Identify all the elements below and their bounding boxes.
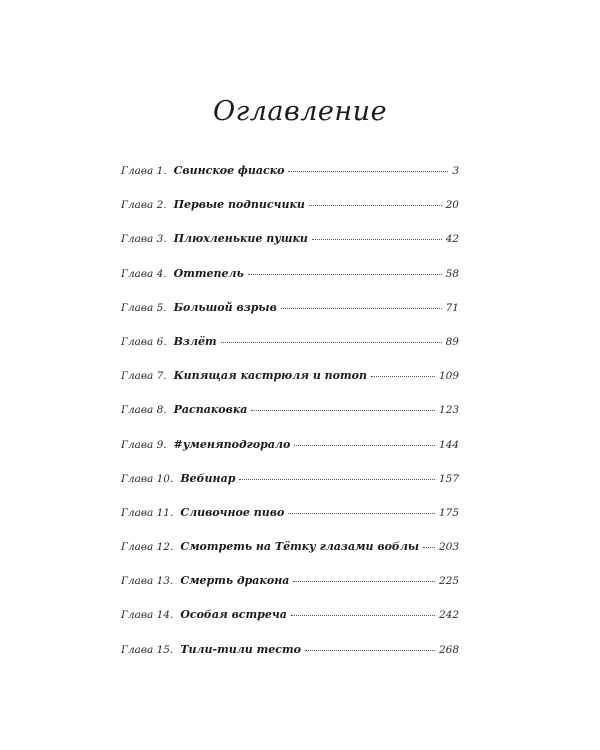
toc-entry	[121, 164, 459, 198]
chapter-title: Смерть дракона	[180, 574, 290, 588]
table-of-contents	[121, 164, 459, 677]
page-number: 157	[438, 472, 459, 485]
chapter-title: Большой взрыв	[173, 300, 277, 314]
chapter-number: Глава 12.	[121, 541, 174, 554]
chapter-number: Глава 13.	[121, 575, 174, 588]
page-number: 144	[438, 438, 459, 451]
dot-leader	[239, 479, 435, 480]
page-number: 203	[438, 541, 459, 554]
dot-leader	[281, 308, 442, 309]
toc-entry	[121, 403, 459, 437]
dot-leader	[312, 239, 442, 240]
chapter-title: Взлёт	[173, 334, 217, 348]
page-number: 123	[438, 404, 459, 417]
page-number: 109	[438, 370, 459, 383]
dot-leader	[251, 410, 435, 411]
page-number: 242	[438, 609, 459, 622]
chapter-number: Глава 7.	[121, 370, 167, 383]
chapter-title: #уменяподгорало	[173, 437, 291, 451]
chapter-number: Глава 3.	[121, 233, 167, 246]
dot-leader	[293, 581, 435, 582]
toc-entry	[121, 301, 459, 335]
chapter-title: Свинское фиаско	[173, 164, 285, 177]
chapter-title: Плюхленькие пушки	[173, 232, 308, 246]
dot-leader	[371, 376, 435, 377]
dot-leader	[294, 445, 435, 446]
dot-leader	[288, 513, 435, 514]
chapter-title: Сливочное пиво	[180, 505, 285, 519]
chapter-title: Смотреть на Тётку глазами воблы	[180, 540, 420, 554]
toc-entry	[121, 369, 459, 403]
dot-leader	[248, 274, 442, 275]
chapter-title: Оттепель	[173, 266, 244, 280]
chapter-number: Глава 10.	[121, 472, 174, 485]
page-number: 225	[438, 575, 459, 588]
chapter-number: Глава 4.	[121, 267, 167, 280]
chapter-title: Распаковка	[173, 403, 248, 417]
chapter-title: Кипящая кастрюля и потоп	[173, 369, 367, 383]
chapter-number: Глава 6.	[121, 335, 167, 348]
page-number: 20	[445, 199, 459, 212]
chapter-number: Глава 15.	[121, 643, 174, 656]
toc-entry	[121, 335, 459, 369]
chapter-number: Глава 11.	[121, 506, 174, 519]
toc-entry	[121, 232, 459, 266]
toc-entry	[121, 438, 459, 472]
chapter-number: Глава 1.	[121, 165, 167, 177]
toc-entry	[121, 267, 459, 301]
page-number: 175	[438, 506, 459, 519]
dot-leader	[291, 615, 435, 616]
chapter-title: Особая встреча	[180, 608, 287, 622]
chapter-title: Первые подписчики	[173, 198, 305, 212]
toc-entry	[121, 506, 459, 540]
toc-entry	[121, 643, 459, 677]
dot-leader	[309, 205, 442, 206]
dot-leader	[221, 342, 442, 343]
chapter-title: Вебинар	[180, 471, 236, 485]
page-number: 89	[445, 335, 459, 348]
page-title: Оглавление	[212, 96, 388, 127]
dot-leader	[305, 650, 435, 651]
toc-entry	[121, 540, 459, 574]
page-number: 42	[445, 233, 459, 246]
chapter-title: Тили-тили тесто	[180, 642, 301, 656]
chapter-number: Глава 8.	[121, 404, 167, 417]
chapter-number: Глава 9.	[121, 438, 167, 451]
dot-leader	[423, 547, 435, 548]
page-number: 58	[445, 267, 459, 280]
page-number: 3	[452, 165, 459, 177]
page-number: 71	[445, 301, 459, 314]
chapter-number: Глава 14.	[121, 609, 174, 622]
dot-leader	[288, 171, 448, 172]
chapter-number: Глава 2.	[121, 199, 167, 212]
toc-entry	[121, 472, 459, 506]
toc-entry	[121, 574, 459, 608]
chapter-number: Глава 5.	[121, 301, 167, 314]
toc-entry	[121, 198, 459, 232]
toc-entry	[121, 608, 459, 642]
page-number: 268	[438, 643, 459, 656]
